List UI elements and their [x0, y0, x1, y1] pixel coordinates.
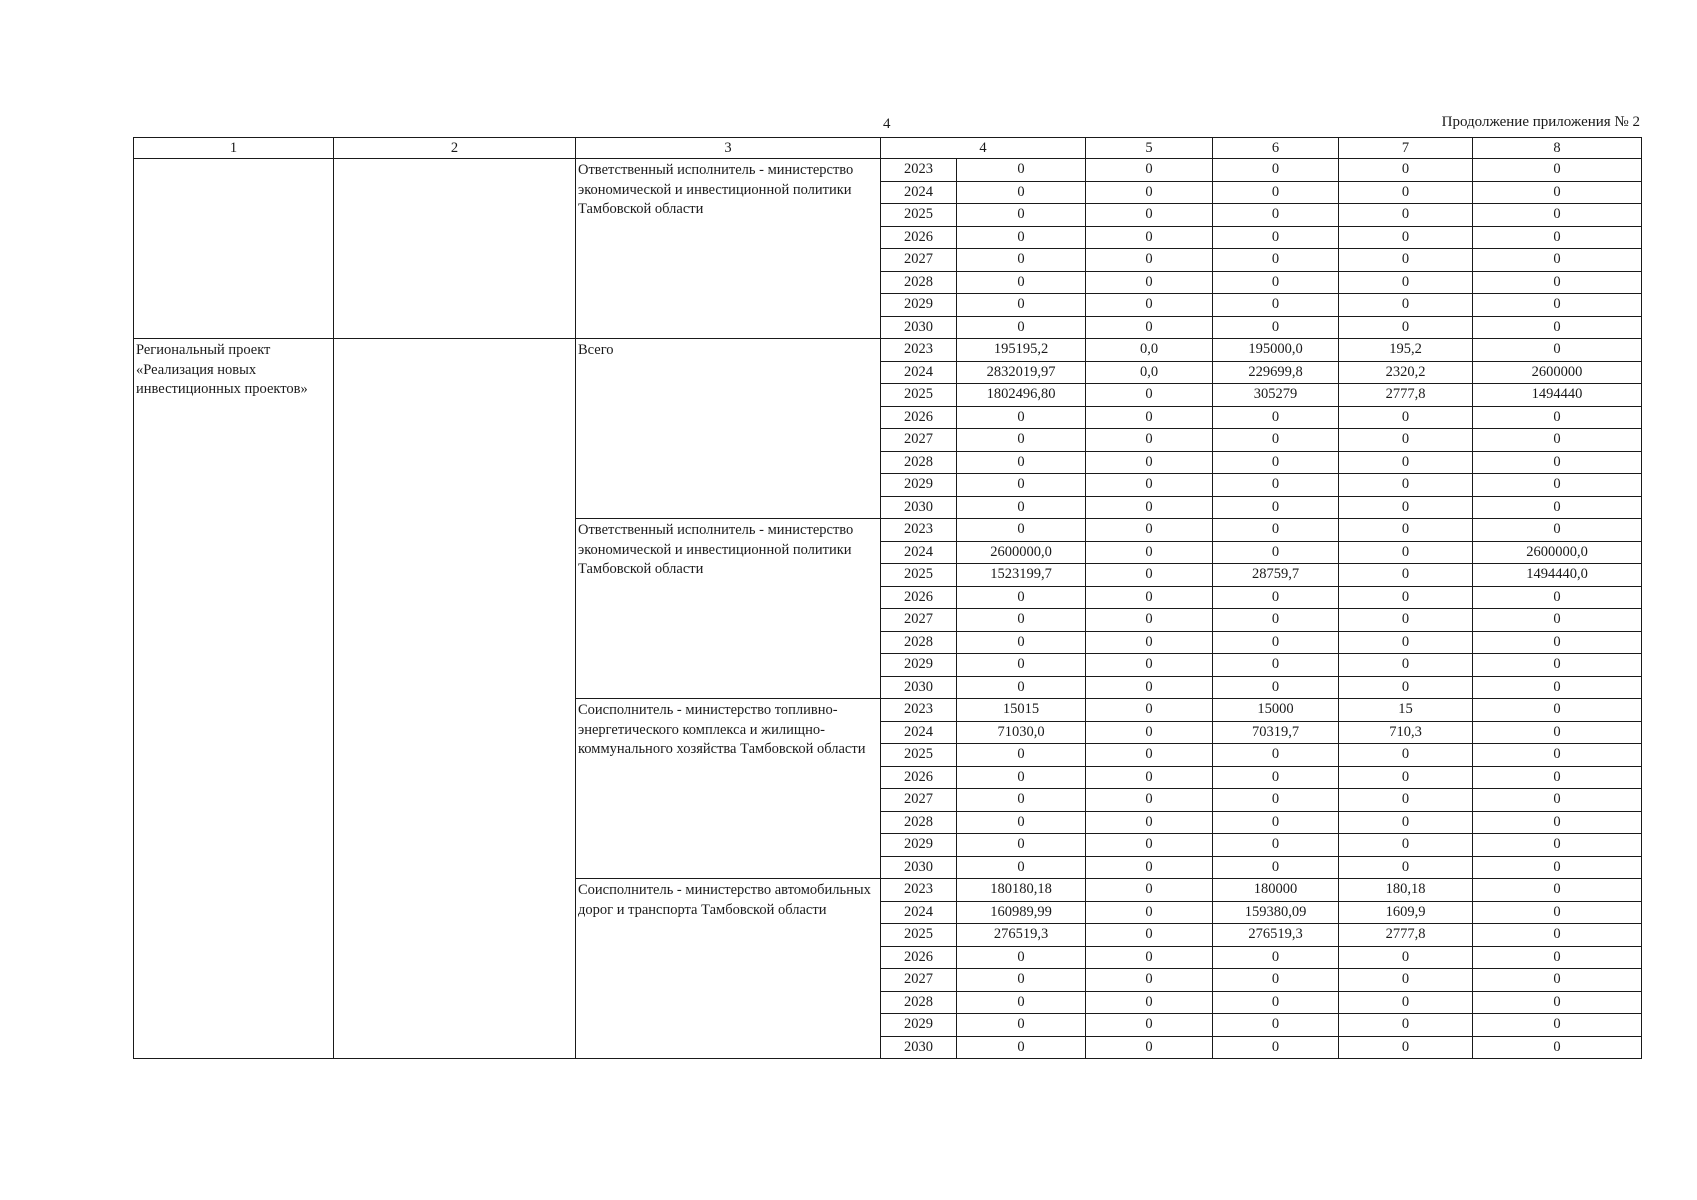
value-cell-col4: 0	[957, 1014, 1086, 1037]
value-cell-col5: 0	[1086, 204, 1213, 227]
year-cell: 2029	[881, 834, 957, 857]
value-cell-col4: 0	[957, 834, 1086, 857]
value-cell-col4: 160989,99	[957, 901, 1086, 924]
value-cell-col6: 159380,09	[1213, 901, 1339, 924]
year-cell: 2030	[881, 1036, 957, 1059]
value-cell-col5: 0	[1086, 811, 1213, 834]
value-cell-col5: 0	[1086, 429, 1213, 452]
value-cell-col7: 0	[1339, 631, 1473, 654]
header-cell-7: 7	[1339, 138, 1473, 159]
value-cell-col8: 0	[1473, 181, 1642, 204]
year-cell: 2023	[881, 159, 957, 182]
value-cell-col6: 195000,0	[1213, 339, 1339, 362]
table-row	[134, 159, 1642, 182]
value-cell-col5: 0	[1086, 159, 1213, 182]
value-cell-col7: 0	[1339, 429, 1473, 452]
value-cell-col6: 0	[1213, 159, 1339, 182]
value-cell-col4: 0	[957, 789, 1086, 812]
value-cell-col4: 0	[957, 1036, 1086, 1059]
year-cell: 2023	[881, 879, 957, 902]
value-cell-col7: 0	[1339, 856, 1473, 879]
value-cell-col7: 0	[1339, 676, 1473, 699]
value-cell-col7: 180,18	[1339, 879, 1473, 902]
value-cell-col8: 2600000	[1473, 361, 1642, 384]
year-cell: 2024	[881, 541, 957, 564]
value-cell-col6: 305279	[1213, 384, 1339, 407]
year-cell: 2027	[881, 609, 957, 632]
year-cell: 2025	[881, 924, 957, 947]
value-cell-col6: 0	[1213, 1036, 1339, 1059]
value-cell-col4: 0	[957, 159, 1086, 182]
value-cell-col7: 0	[1339, 451, 1473, 474]
budget-table	[133, 137, 1642, 1059]
value-cell-col8: 0	[1473, 901, 1642, 924]
value-cell-col8: 0	[1473, 294, 1642, 317]
value-cell-col6: 0	[1213, 586, 1339, 609]
year-cell: 2028	[881, 451, 957, 474]
value-cell-col8: 0	[1473, 856, 1642, 879]
value-cell-col7: 0	[1339, 654, 1473, 677]
value-cell-col8: 0	[1473, 474, 1642, 497]
value-cell-col5: 0	[1086, 789, 1213, 812]
value-cell-col7: 0	[1339, 991, 1473, 1014]
value-cell-col4: 0	[957, 811, 1086, 834]
value-cell-col5: 0	[1086, 1036, 1213, 1059]
value-cell-col4: 0	[957, 856, 1086, 879]
value-cell-col5: 0	[1086, 564, 1213, 587]
value-cell-col8: 0	[1473, 271, 1642, 294]
value-cell-col7: 0	[1339, 1014, 1473, 1037]
value-cell-col6: 0	[1213, 991, 1339, 1014]
year-cell: 2028	[881, 811, 957, 834]
value-cell-col5: 0	[1086, 316, 1213, 339]
value-cell-col5: 0	[1086, 631, 1213, 654]
value-cell-col5: 0	[1086, 676, 1213, 699]
header-cell-6: 6	[1213, 138, 1339, 159]
value-cell-col6: 28759,7	[1213, 564, 1339, 587]
value-cell-col8: 0	[1473, 1036, 1642, 1059]
year-cell: 2024	[881, 901, 957, 924]
value-cell-col6: 0	[1213, 654, 1339, 677]
value-cell-col4: 0	[957, 744, 1086, 767]
value-cell-col4: 0	[957, 271, 1086, 294]
value-cell-col8: 0	[1473, 676, 1642, 699]
value-cell-col6: 0	[1213, 249, 1339, 272]
value-cell-col6: 0	[1213, 181, 1339, 204]
value-cell-col5: 0	[1086, 294, 1213, 317]
value-cell-col8: 0	[1473, 789, 1642, 812]
value-cell-col6: 0	[1213, 451, 1339, 474]
value-cell-col8: 0	[1473, 654, 1642, 677]
value-cell-col4: 180180,18	[957, 879, 1086, 902]
year-cell: 2027	[881, 249, 957, 272]
value-cell-col8: 0	[1473, 406, 1642, 429]
value-cell-col7: 2320,2	[1339, 361, 1473, 384]
year-cell: 2026	[881, 946, 957, 969]
value-cell-col7: 0	[1339, 204, 1473, 227]
value-cell-col6: 0	[1213, 226, 1339, 249]
value-cell-col6: 0	[1213, 834, 1339, 857]
value-cell-col5: 0	[1086, 699, 1213, 722]
year-cell: 2030	[881, 316, 957, 339]
value-cell-col8: 0	[1473, 159, 1642, 182]
value-cell-col4: 0	[957, 249, 1086, 272]
value-cell-col5: 0	[1086, 451, 1213, 474]
year-cell: 2025	[881, 744, 957, 767]
value-cell-col5: 0	[1086, 946, 1213, 969]
value-cell-col6: 180000	[1213, 879, 1339, 902]
value-cell-col4: 0	[957, 226, 1086, 249]
value-cell-col5: 0,0	[1086, 339, 1213, 362]
value-cell-col5: 0	[1086, 654, 1213, 677]
value-cell-col5: 0	[1086, 226, 1213, 249]
value-cell-col4: 0	[957, 406, 1086, 429]
value-cell-col8: 0	[1473, 834, 1642, 857]
value-cell-col7: 15	[1339, 699, 1473, 722]
value-cell-col7: 0	[1339, 609, 1473, 632]
value-cell-col4: 276519,3	[957, 924, 1086, 947]
value-cell-col4: 0	[957, 609, 1086, 632]
value-cell-col4: 0	[957, 474, 1086, 497]
year-cell: 2024	[881, 721, 957, 744]
value-cell-col6: 0	[1213, 271, 1339, 294]
year-cell: 2027	[881, 969, 957, 992]
value-cell-col6: 0	[1213, 856, 1339, 879]
value-cell-col8: 0	[1473, 969, 1642, 992]
value-cell-col7: 0	[1339, 834, 1473, 857]
value-cell-col4: 1802496,80	[957, 384, 1086, 407]
value-cell-col8: 0	[1473, 879, 1642, 902]
value-cell-col6: 15000	[1213, 699, 1339, 722]
value-cell-col4: 0	[957, 991, 1086, 1014]
year-cell: 2028	[881, 271, 957, 294]
header-cell-1: 1	[134, 138, 334, 159]
value-cell-col6: 0	[1213, 474, 1339, 497]
value-cell-col8: 1494440,0	[1473, 564, 1642, 587]
value-cell-col5: 0,0	[1086, 361, 1213, 384]
value-cell-col8: 1494440	[1473, 384, 1642, 407]
value-cell-col4: 2832019,97	[957, 361, 1086, 384]
value-cell-col7: 0	[1339, 294, 1473, 317]
value-cell-col8: 0	[1473, 339, 1642, 362]
value-cell-col7: 0	[1339, 766, 1473, 789]
value-cell-col6: 0	[1213, 946, 1339, 969]
header-cell-5: 5	[1086, 138, 1213, 159]
value-cell-col5: 0	[1086, 609, 1213, 632]
value-cell-col6: 0	[1213, 631, 1339, 654]
value-cell-col4: 0	[957, 519, 1086, 542]
value-cell-col6: 0	[1213, 676, 1339, 699]
value-cell-col5: 0	[1086, 991, 1213, 1014]
value-cell-col7: 0	[1339, 159, 1473, 182]
value-cell-col5: 0	[1086, 541, 1213, 564]
value-cell-col7: 0	[1339, 406, 1473, 429]
year-cell: 2027	[881, 429, 957, 452]
value-cell-col6: 0	[1213, 316, 1339, 339]
executor-cell: Соисполнитель - министерство топливно-энергетического комплекса и жилищно-коммунального хозяйства Тамбовской области	[576, 699, 881, 879]
value-cell-col6: 0	[1213, 204, 1339, 227]
value-cell-col6: 276519,3	[1213, 924, 1339, 947]
value-cell-col6: 0	[1213, 811, 1339, 834]
program-name-cell	[134, 159, 334, 339]
value-cell-col7: 0	[1339, 316, 1473, 339]
value-cell-col8: 0	[1473, 991, 1642, 1014]
value-cell-col4: 2600000,0	[957, 541, 1086, 564]
value-cell-col4: 0	[957, 294, 1086, 317]
value-cell-col5: 0	[1086, 879, 1213, 902]
value-cell-col5: 0	[1086, 271, 1213, 294]
value-cell-col5: 0	[1086, 924, 1213, 947]
year-cell: 2028	[881, 991, 957, 1014]
value-cell-col5: 0	[1086, 519, 1213, 542]
value-cell-col6: 0	[1213, 519, 1339, 542]
value-cell-col5: 0	[1086, 969, 1213, 992]
value-cell-col7: 0	[1339, 586, 1473, 609]
executor-cell: Соисполнитель - министерство автомобильных дорог и транспорта Тамбовской области	[576, 879, 881, 1059]
value-cell-col8: 0	[1473, 924, 1642, 947]
value-cell-col6: 0	[1213, 744, 1339, 767]
year-cell: 2029	[881, 474, 957, 497]
value-cell-col4: 15015	[957, 699, 1086, 722]
value-cell-col7: 710,3	[1339, 721, 1473, 744]
value-cell-col8: 0	[1473, 699, 1642, 722]
value-cell-col7: 0	[1339, 744, 1473, 767]
value-cell-col7: 1609,9	[1339, 901, 1473, 924]
value-cell-col8: 0	[1473, 451, 1642, 474]
value-cell-col4: 71030,0	[957, 721, 1086, 744]
year-cell: 2023	[881, 519, 957, 542]
year-cell: 2028	[881, 631, 957, 654]
value-cell-col4: 0	[957, 429, 1086, 452]
value-cell-col5: 0	[1086, 856, 1213, 879]
year-cell: 2030	[881, 856, 957, 879]
executor-cell: Ответственный исполнитель - министерство экономической и инвестиционной политики Тамбовской области	[576, 519, 881, 699]
value-cell-col7: 0	[1339, 811, 1473, 834]
value-cell-col8: 0	[1473, 204, 1642, 227]
value-cell-col6: 0	[1213, 609, 1339, 632]
value-cell-col4: 0	[957, 631, 1086, 654]
column-2-cell	[334, 159, 576, 339]
value-cell-col7: 0	[1339, 969, 1473, 992]
value-cell-col7: 0	[1339, 519, 1473, 542]
value-cell-col7: 0	[1339, 496, 1473, 519]
value-cell-col7: 0	[1339, 564, 1473, 587]
value-cell-col4: 0	[957, 654, 1086, 677]
value-cell-col8: 0	[1473, 811, 1642, 834]
value-cell-col8: 0	[1473, 744, 1642, 767]
value-cell-col6: 70319,7	[1213, 721, 1339, 744]
header-cell-2: 2	[334, 138, 576, 159]
year-cell: 2023	[881, 699, 957, 722]
value-cell-col7: 0	[1339, 789, 1473, 812]
value-cell-col6: 0	[1213, 294, 1339, 317]
value-cell-col5: 0	[1086, 744, 1213, 767]
value-cell-col5: 0	[1086, 406, 1213, 429]
value-cell-col8: 0	[1473, 496, 1642, 519]
value-cell-col4: 1523199,7	[957, 564, 1086, 587]
value-cell-col7: 0	[1339, 946, 1473, 969]
year-cell: 2025	[881, 204, 957, 227]
year-cell: 2029	[881, 294, 957, 317]
column-2-cell	[334, 339, 576, 1059]
value-cell-col5: 0	[1086, 586, 1213, 609]
continuation-label: Продолжение приложения № 2	[1441, 114, 1640, 130]
value-cell-col6: 0	[1213, 789, 1339, 812]
value-cell-col7: 0	[1339, 474, 1473, 497]
header-cell-4: 4	[881, 138, 1086, 159]
value-cell-col5: 0	[1086, 496, 1213, 519]
value-cell-col4: 0	[957, 946, 1086, 969]
year-cell: 2027	[881, 789, 957, 812]
value-cell-col8: 0	[1473, 609, 1642, 632]
value-cell-col8: 0	[1473, 766, 1642, 789]
year-cell: 2029	[881, 654, 957, 677]
program-name-cell: Региональный проект «Реализация новых инвестиционных проектов»	[134, 339, 334, 1059]
value-cell-col6: 229699,8	[1213, 361, 1339, 384]
executor-cell: Всего	[576, 339, 881, 519]
value-cell-col5: 0	[1086, 721, 1213, 744]
header-cell-8: 8	[1473, 138, 1642, 159]
value-cell-col6: 0	[1213, 406, 1339, 429]
year-cell: 2025	[881, 564, 957, 587]
value-cell-col7: 2777,8	[1339, 924, 1473, 947]
value-cell-col7: 195,2	[1339, 339, 1473, 362]
value-cell-col8: 0	[1473, 249, 1642, 272]
value-cell-col8: 0	[1473, 519, 1642, 542]
year-cell: 2026	[881, 586, 957, 609]
value-cell-col4: 195195,2	[957, 339, 1086, 362]
value-cell-col4: 0	[957, 181, 1086, 204]
table-row	[134, 339, 1642, 362]
value-cell-col8: 0	[1473, 429, 1642, 452]
year-cell: 2030	[881, 496, 957, 519]
value-cell-col6: 0	[1213, 1014, 1339, 1037]
value-cell-col6: 0	[1213, 496, 1339, 519]
value-cell-col5: 0	[1086, 834, 1213, 857]
value-cell-col8: 0	[1473, 1014, 1642, 1037]
table-header	[134, 138, 1642, 159]
value-cell-col7: 2777,8	[1339, 384, 1473, 407]
value-cell-col4: 0	[957, 676, 1086, 699]
value-cell-col8: 0	[1473, 946, 1642, 969]
year-cell: 2030	[881, 676, 957, 699]
header-cell-3: 3	[576, 138, 881, 159]
value-cell-col8: 0	[1473, 631, 1642, 654]
year-cell: 2029	[881, 1014, 957, 1037]
year-cell: 2024	[881, 361, 957, 384]
value-cell-col7: 0	[1339, 541, 1473, 564]
value-cell-col7: 0	[1339, 226, 1473, 249]
value-cell-col5: 0	[1086, 766, 1213, 789]
value-cell-col7: 0	[1339, 249, 1473, 272]
value-cell-col6: 0	[1213, 429, 1339, 452]
year-cell: 2026	[881, 226, 957, 249]
year-cell: 2026	[881, 406, 957, 429]
value-cell-col8: 2600000,0	[1473, 541, 1642, 564]
value-cell-col4: 0	[957, 496, 1086, 519]
year-cell: 2024	[881, 181, 957, 204]
executor-cell: Ответственный исполнитель - министерство экономической и инвестиционной политики Тамбовской области	[576, 159, 881, 339]
value-cell-col5: 0	[1086, 474, 1213, 497]
value-cell-col7: 0	[1339, 1036, 1473, 1059]
value-cell-col4: 0	[957, 204, 1086, 227]
value-cell-col4: 0	[957, 766, 1086, 789]
value-cell-col8: 0	[1473, 316, 1642, 339]
value-cell-col5: 0	[1086, 901, 1213, 924]
value-cell-col5: 0	[1086, 384, 1213, 407]
value-cell-col5: 0	[1086, 181, 1213, 204]
value-cell-col4: 0	[957, 316, 1086, 339]
value-cell-col6: 0	[1213, 766, 1339, 789]
value-cell-col4: 0	[957, 586, 1086, 609]
value-cell-col4: 0	[957, 451, 1086, 474]
value-cell-col8: 0	[1473, 721, 1642, 744]
value-cell-col6: 0	[1213, 541, 1339, 564]
value-cell-col6: 0	[1213, 969, 1339, 992]
page-number: 4	[883, 116, 891, 132]
value-cell-col8: 0	[1473, 586, 1642, 609]
value-cell-col7: 0	[1339, 271, 1473, 294]
table-body	[134, 159, 1642, 1059]
value-cell-col4: 0	[957, 969, 1086, 992]
value-cell-col8: 0	[1473, 226, 1642, 249]
year-cell: 2023	[881, 339, 957, 362]
value-cell-col5: 0	[1086, 249, 1213, 272]
value-cell-col5: 0	[1086, 1014, 1213, 1037]
year-cell: 2026	[881, 766, 957, 789]
year-cell: 2025	[881, 384, 957, 407]
value-cell-col7: 0	[1339, 181, 1473, 204]
